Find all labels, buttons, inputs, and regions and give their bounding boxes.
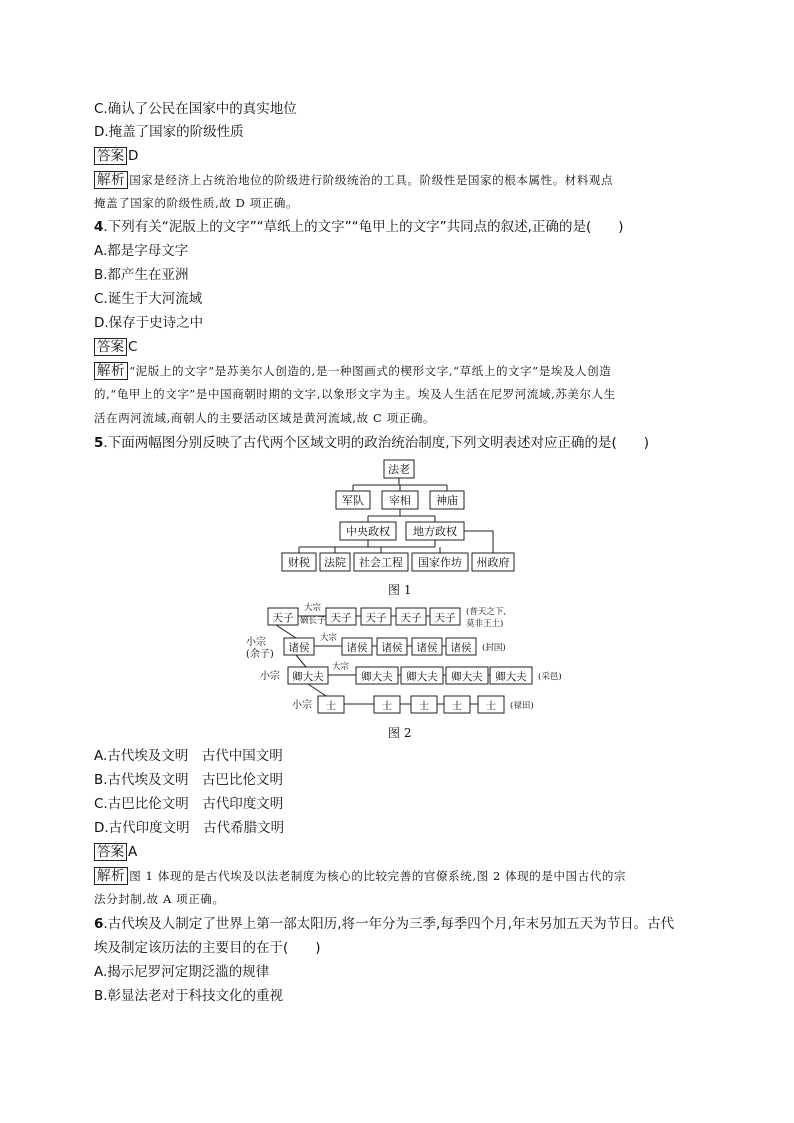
fig2-row2-text: 诸侯	[346, 642, 368, 654]
question-number: 5	[94, 435, 104, 451]
fig2-row4-text: 士	[485, 700, 497, 712]
fig2-diagonal-3	[308, 684, 326, 696]
fig1-connector-right	[464, 531, 493, 553]
explanation-text: “泥版上的文字”是苏美尔人创造的,是一种图画式的楔形文字,“草纸上的文字”是埃及人创造	[129, 364, 612, 378]
q5-option-b: B.古代埃及文明 古巴比伦文明	[94, 772, 284, 788]
q3-answer	[94, 146, 138, 166]
answer-value: C	[128, 339, 138, 355]
fig2-diagonal-1	[276, 625, 296, 638]
fig2-row4-text: 士	[451, 700, 463, 712]
question-number: 4	[94, 219, 104, 235]
q4-explanation-cont2: 活在两河流域,商朝人的主要活动区域是黄河流域,故 C 项正确。	[94, 411, 436, 425]
fig2-row1-text: 天子	[272, 612, 294, 624]
fig1-text-prefecture: 州政府	[476, 556, 510, 569]
fig2-row3-note: (采邑)	[538, 672, 562, 682]
fig2-row4-left: 小宗	[292, 700, 312, 711]
figure-2-diagram	[246, 602, 566, 718]
question-number: 6	[94, 916, 104, 932]
fig1-text-tax: 财税	[288, 556, 310, 569]
fig2-row1-text: 天子	[365, 612, 387, 624]
question-text: .古代埃及人制定了世界上第一部太阳历,将一年分为三季,每季四个月,年末另加五天为节日。古代	[103, 916, 675, 932]
explanation-text: 图 1 体现的是古代埃及以法老制度为核心的比较完善的官僚系统,图 2 体现的是中国古代的宗	[129, 869, 627, 883]
q6-option-a: A.揭示尼罗河定期泛滥的规律	[94, 964, 270, 980]
fig2-row2-note: (封国)	[482, 643, 506, 653]
q6-stem-cont: 埃及制定该历法的主要目的在于( )	[94, 940, 321, 956]
explanation-label: 解析	[94, 362, 128, 380]
fig2-row2-text: 诸侯	[381, 642, 403, 654]
fig2-row4-note: (禄田)	[510, 701, 534, 711]
figure-2-caption: 图 2	[388, 726, 412, 740]
q5-option-d: D.古代印度文明 古代希腊文明	[94, 820, 285, 836]
q3-option-c: C.确认了公民在国家中的真实地位	[94, 101, 297, 117]
q6-option-b: B.彰显法老对于科技文化的重视	[94, 988, 284, 1004]
q5-explanation	[94, 866, 626, 886]
q4-option-d: D.保存于史诗之中	[94, 315, 204, 331]
q4-option-a: A.都是字母文字	[94, 243, 189, 259]
fig2-row2-text: 诸侯	[416, 642, 438, 654]
answer-label: 答案	[94, 843, 127, 861]
question-text: .下面两幅图分别反映了古代两个区域文明的政治统治制度,下列文明表述对应正确的是( )	[103, 435, 650, 451]
q5-option-c: C.古巴比伦文明 古代印度文明	[94, 796, 284, 812]
q4-answer	[94, 337, 137, 357]
fig2-row3-text: 卿大夫	[451, 671, 483, 683]
fig2-row2-text: 诸侯	[450, 642, 472, 654]
fig2-row3-left: 小宗	[260, 671, 280, 682]
explanation-label: 解析	[94, 171, 128, 189]
fig2-row1-text: 天子	[330, 612, 352, 624]
fig1-text-pharaoh: 法老	[388, 463, 410, 476]
q4-option-c: C.诞生于大河流域	[94, 291, 203, 307]
q5-answer	[94, 842, 137, 862]
answer-value: D	[128, 148, 139, 164]
fig1-text-temple: 神庙	[436, 494, 458, 507]
fig2-row1-text: 天子	[400, 612, 422, 624]
fig2-row1-note-2: 莫非王土)	[466, 619, 504, 629]
q5-explanation-cont: 法分封制,故 A 项正确。	[94, 892, 225, 906]
fig2-row3-text: 卿大夫	[361, 671, 393, 683]
q5-stem	[94, 433, 649, 453]
answer-label: 答案	[94, 338, 127, 356]
q6-stem	[94, 914, 674, 934]
q5-option-a: A.古代埃及文明 古代中国文明	[94, 748, 283, 764]
fig2-row1-link-top: 大宗	[304, 603, 322, 613]
fig2-row4-text: 士	[381, 700, 393, 712]
fig2-row3-link: 大宗	[332, 662, 350, 672]
figure-1-diagram	[270, 458, 530, 574]
fig1-text-court: 法院	[324, 556, 346, 569]
q4-explanation	[94, 361, 611, 381]
fig1-text-vizier: 宰相	[389, 494, 411, 507]
fig2-row2-left-2: (余子)	[246, 649, 274, 660]
q4-explanation-cont: 的,“龟甲上的文字”是中国商朝时期的文字,以象形文字为主。埃及人生活在尼罗河流域,苏美尔人生	[94, 387, 616, 401]
q3-option-d: D.掩盖了国家的阶级性质	[94, 124, 244, 140]
fig1-text-local: 地方政权	[413, 525, 457, 538]
fig2-row4-text: 士	[418, 700, 430, 712]
q3-explanation-cont: 掩盖了国家的阶级性质,故 D 项正确。	[94, 196, 299, 210]
fig1-text-works: 社会工程	[359, 556, 403, 569]
fig2-row1-note-1: (普天之下,	[466, 607, 507, 617]
answer-value: A	[128, 844, 138, 860]
explanation-label: 解析	[94, 867, 128, 885]
fig2-row3-text: 卿大夫	[406, 671, 438, 683]
fig1-connector-mid	[368, 509, 435, 522]
answer-label: 答案	[94, 147, 127, 165]
fig1-text-army: 军队	[342, 494, 364, 507]
q4-stem	[94, 217, 624, 237]
fig2-row2-left-1: 小宗	[246, 637, 266, 648]
fig1-connector-low	[299, 540, 440, 553]
fig2-diagonal-2	[296, 655, 306, 667]
fig1-text-central: 中央政权	[346, 525, 390, 538]
fig2-row2-text: 诸侯	[288, 642, 310, 654]
fig2-row1-text: 天子	[434, 612, 456, 624]
fig2-row3-text: 卿大夫	[495, 671, 527, 683]
fig2-row4-text: 士	[325, 700, 337, 712]
fig2-row2-link: 大宗	[320, 633, 338, 643]
fig2-row1-link-bottom: 嫡长子	[300, 616, 326, 626]
fig2-row3-text: 卿大夫	[292, 671, 324, 683]
q4-option-b: B.都产生在亚洲	[94, 267, 189, 283]
fig1-text-workshop: 国家作坊	[418, 556, 462, 569]
question-text: .下列有关“泥版上的文字”“草纸上的文字”“龟甲上的文字”共同点的叙述,正确的是( )	[103, 219, 624, 235]
q3-explanation	[94, 170, 613, 190]
explanation-text: 国家是经济上占统治地位的阶级进行阶级统治的工具。阶级性是国家的根本属性。材料观点	[129, 173, 614, 187]
fig1-connector-top	[353, 478, 447, 491]
figure-1-caption: 图 1	[388, 583, 412, 597]
